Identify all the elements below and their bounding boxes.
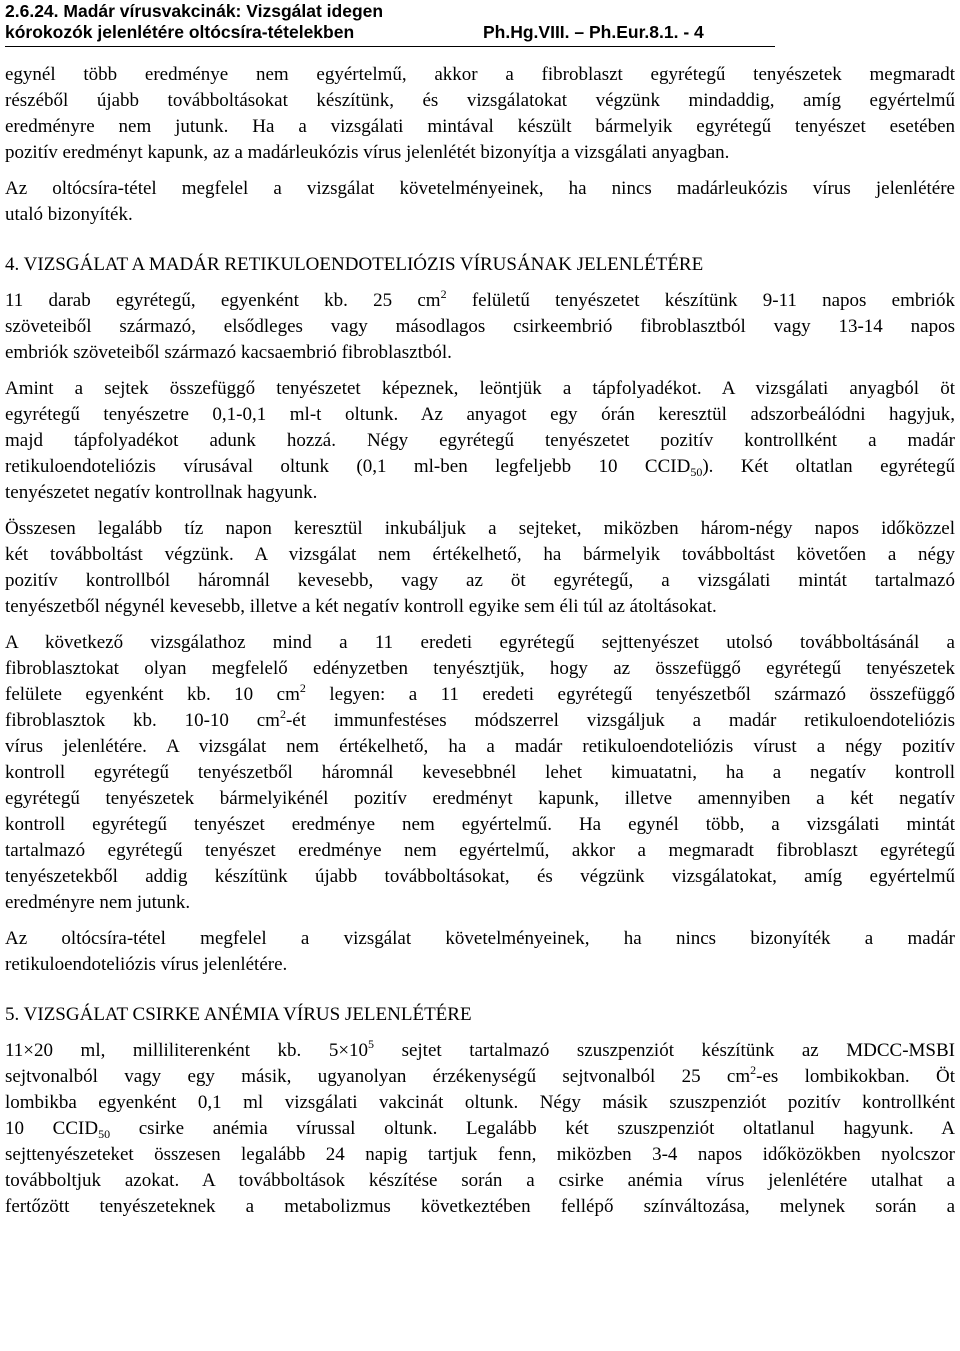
- text-line: pozitív eredményt kapunk, az a madárleukózis vírus jelenlétét bizonyítja a vizsgálati anyagban.: [5, 142, 730, 163]
- text-line: felülete egyenként kb. 10 $cm^2$ legyen: a 11 eredeti egyrétegű tenyészetből származó összefüggő: [5, 681, 955, 705]
- text-line: továbboltjuk azokat. A továbboltások készítése során a csirke anémia vírus jelenlétére utalhat a: [5, 1170, 955, 1191]
- text-line: tartalmazó egyrétegű tenyészet eredménye nem egyértelmű, akkor a megmaradt fibroblaszt egyrétegű: [5, 840, 955, 861]
- text-line: utaló bizonyíték.: [5, 204, 133, 225]
- text-line: vírus jelenlétére. A vizsgálat nem értékelhető, ha a madár retikuloendoteliózis vírust a négy pozitív: [5, 736, 955, 757]
- text-line: sejtvonalból vagy egy másik, ugyanolyan érzékenységű sejtvonalból 25 $cm^2-es$ lombikokban. Öt: [5, 1063, 955, 1087]
- text-line: fertőzött tenyészeteknek a metabolizmus következtében fellépő színváltozása, melynek során a: [5, 1196, 955, 1217]
- text-line: részéből újabb továbboltásokat készítünk, és vizsgálatokat végzünk mindaddig, amíg egyértelmű: [5, 90, 955, 111]
- text-line: tenyészetet negatív kontrollnak hagyunk.: [5, 482, 318, 503]
- text-line: tenyészetből négynél kevesebb, illetve a két negatív kontroll egyike sem éli túl az átoltásokat.: [5, 596, 717, 617]
- text-line: egyrétegű tenyészetek bármelyikénél pozitív eredményt kapunk, illetve amennyiben a két negatív: [5, 788, 955, 809]
- text-line: 11×20 ml, milliliterenként kb. $5\times 10^5$ sejtet tartalmazó szuszpenziót készítünk az MDCC-MSBI: [5, 1037, 955, 1061]
- text-line: szöveteiből származó, elsődleges vagy másodlagos csirkeembrió fibroblasztból vagy 13-14 napos: [5, 316, 955, 337]
- text-line: pozitív kontrollból háromnál kevesebb, vagy az öt egyrétegű, a vizsgálati mintát tartalmazó: [5, 570, 955, 591]
- text-line: eredményre nem jutunk.: [5, 892, 191, 913]
- text-line: kontroll egyrétegű tenyészet eredménye nem egyértelmű. Ha egynél több, a vizsgálati mintát: [5, 814, 955, 835]
- header-reference: Ph.Hg.VIII. – Ph.Eur.8.1. - 4: [483, 22, 704, 42]
- text-line: fibroblasztok kb. 10-10 $cm^2-ét$ immunfestéses módszerrel vizsgáljuk a madár retikuloendoteliózis: [5, 707, 955, 731]
- text-line: eredményre nem jutunk. Ha a vizsgálati mintával készült bármelyik egyrétegű tenyészet esetében: [5, 116, 955, 137]
- superscript: 5: [368, 1037, 375, 1051]
- text-line: tenyészetekből addig készítünk újabb továbboltásokat, és végzünk vizsgálatokat, amíg egyértelmű: [5, 866, 955, 887]
- text-line: 10 $CCID_{50}$ csirke anémia vírussal oltunk. Legalább két szuszpenziót oltatlanul hagyunk. A: [5, 1118, 955, 1141]
- superscript: 2: [299, 681, 306, 695]
- section-heading-5: 5. VIZSGÁLAT CSIRKE ANÉMIA VÍRUS JELENLÉTÉRE: [5, 1004, 472, 1025]
- text-line: sejttenyészeteket összesen legalább 24 napig tartjuk fenn, miközben 3-4 napos időközökben nyolcszor: [5, 1144, 955, 1165]
- text-line: retikuloendoteliózis vírusával oltunk (0,1 ml-ben legfeljebb 10 $CCID_{50}$). Két oltatlan egyrétegű: [5, 456, 955, 479]
- header-title: 2.6.24. Madár vírusvakcinák: Vizsgálat idegen: [5, 1, 384, 21]
- text-line: 11 darab egyrétegű, egyenként kb. 25 $cm^2$ felületű tenyészetet készítünk 9-11 napos embriók: [5, 287, 956, 311]
- text-line: egynél több eredménye nem egyértelmű, akkor a fibroblaszt egyrétegű tenyészetek megmaradt: [5, 64, 955, 85]
- text-line: majd tápfolyadékot adunk hozzá. Négy egyrétegű tenyészetet pozitív kontrollként a madár: [5, 430, 955, 451]
- superscript: 2: [750, 1063, 757, 1077]
- text-line: embriók szöveteiből származó kacsaembrió fibroblasztból.: [5, 342, 452, 363]
- text-line: egyrétegű tenyészetre 0,1-0,1 ml-t oltunk. Az anyagot egy órán keresztül adszorbeálódni hagyjuk,: [5, 404, 955, 425]
- text-line: Amint a sejtek összefüggő tenyészetet képeznek, leöntjük a tápfolyadékot. A vizsgálati anyagból öt: [5, 378, 955, 399]
- header-subtitle: kórokozók jelenlétére oltócsíra-tételekben: [5, 22, 355, 42]
- subscript: 50: [690, 465, 703, 479]
- text-line: A következő vizsgálathoz mind a 11 eredeti egyrétegű sejttenyészet utolsó továbboltásánál a: [5, 632, 955, 653]
- text-line: Az oltócsíra-tétel megfelel a vizsgálat követelményeinek, ha nincs madárleukózis vírus jelenlétére: [5, 178, 955, 199]
- body-text: [5, 62, 955, 1220]
- text-line: kontroll egyrétegű tenyészetből háromnál kevesebbnél lehet kimuatatni, ha a negatív kontroll: [5, 762, 955, 783]
- superscript: 2: [279, 707, 286, 721]
- running-header: [5, 0, 775, 47]
- text-line: retikuloendoteliózis vírus jelenlétére.: [5, 954, 288, 975]
- text-line: lombikba egyenként 0,1 ml vizsgálati vakcinát oltunk. Négy másik szuszpenziót pozitív kontrollként: [5, 1092, 955, 1113]
- superscript: 2: [440, 287, 447, 301]
- subscript: 50: [98, 1127, 111, 1141]
- section-heading-4: 4. VIZSGÁLAT A MADÁR RETIKULOENDOTELIÓZIS VÍRUSÁNAK JELENLÉTÉRE: [5, 254, 704, 275]
- text-line: Az oltócsíra-tétel megfelel a vizsgálat követelményeinek, ha nincs bizonyíték a madár: [5, 928, 955, 949]
- text-line: fibroblasztokat olyan megfelelő edényzetben tenyésztjük, hogy az összefüggő egyrétegű tenyészetek: [5, 658, 955, 679]
- text-line: Összesen legalább tíz napon keresztül inkubáljuk a sejteket, miközben három-négy napos időközzel: [5, 518, 955, 539]
- text-line: két továbboltást végzünk. A vizsgálat nem értékelhető, ha bármelyik továbboltást követően a négy: [5, 544, 955, 565]
